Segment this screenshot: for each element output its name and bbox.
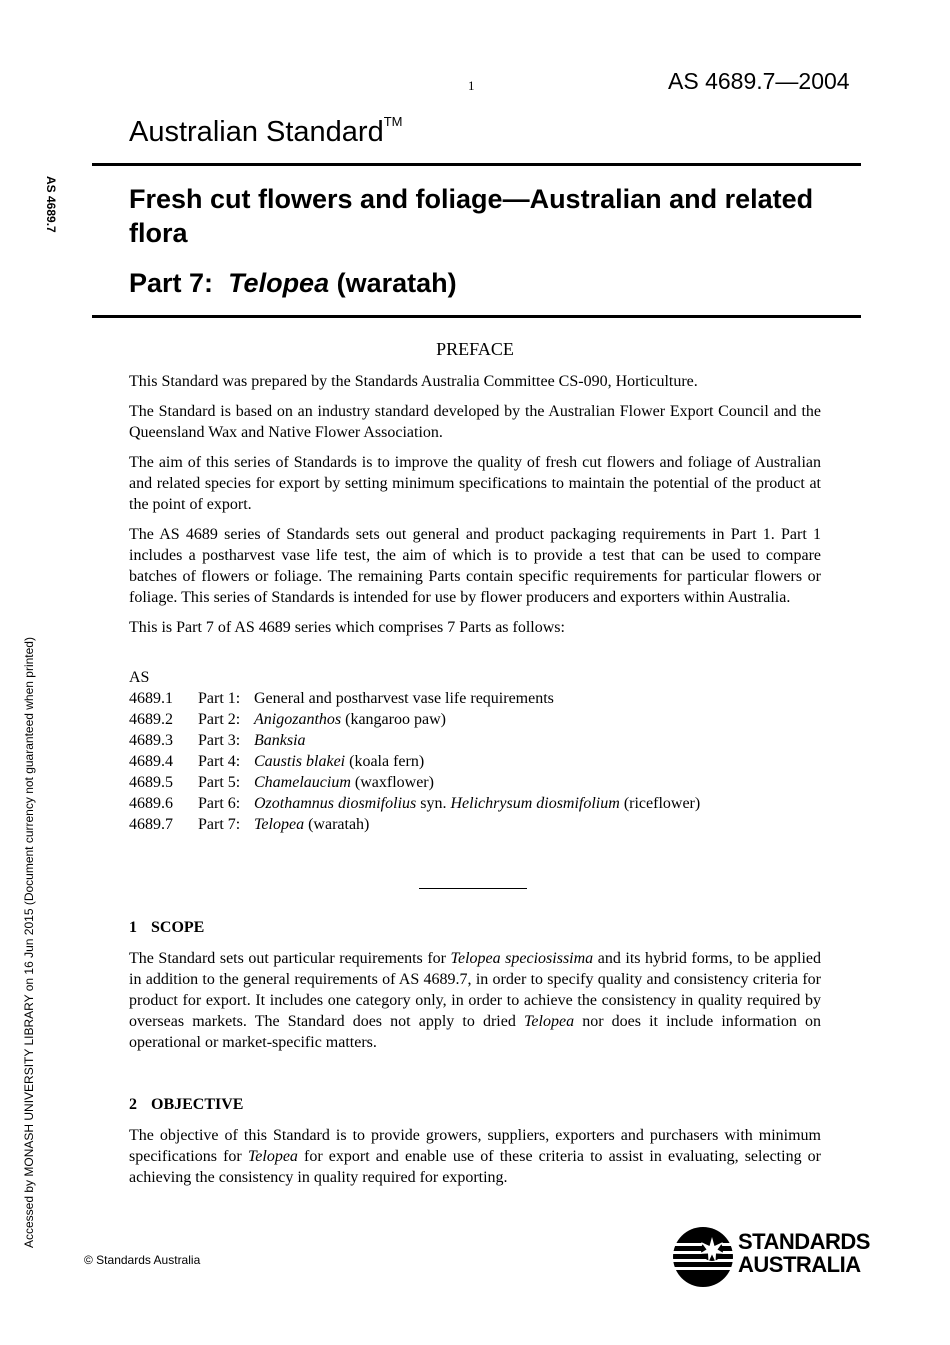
parts-list <box>129 667 700 835</box>
part-description <box>254 751 424 772</box>
part-code: 4689.2 <box>129 711 173 728</box>
objective-text: The objective of this Standard is to provide growers, suppliers, exporters and purchasers with minimum specifications for <box>129 1127 821 1165</box>
part-prefix: Part 7: <box>129 268 214 298</box>
part-description <box>254 793 700 814</box>
objective-body <box>129 1125 821 1197</box>
part-text: (riceflower) <box>619 795 701 812</box>
parts-list-item <box>129 751 700 772</box>
title-rule-bottom <box>92 315 861 318</box>
preface-heading: PREFACE <box>436 339 514 359</box>
part-text: (waxflower) <box>350 774 434 791</box>
parts-list-item <box>129 709 700 730</box>
standard-number: AS 4689.7—2004 <box>668 68 850 94</box>
parts-list-label: AS <box>129 669 150 686</box>
scope-heading <box>129 919 204 937</box>
section-number: 2 <box>129 1096 137 1113</box>
scope-italic: Telopea <box>523 1013 575 1030</box>
parts-list-item <box>129 793 700 814</box>
parts-list-item <box>129 730 700 751</box>
part-italic: Anigozanthos <box>254 711 342 728</box>
brand-title <box>129 116 403 149</box>
side-standard-ref-text: AS 4689.7 <box>44 176 58 233</box>
parts-list-item <box>129 688 700 709</box>
objective-text: for export and enable use of these criteria to assist in evaluating, selecting or achieving the consistency in quality required for exporting. <box>129 1148 822 1186</box>
preface-paragraph: This Standard was prepared by the Standards Australia Committee CS-090, Horticulture. <box>129 373 698 390</box>
section-title: OBJECTIVE <box>151 1096 244 1113</box>
part-italic: Ozothamnus diosmifolius <box>254 795 417 812</box>
side-standard-ref <box>40 176 60 256</box>
part-italic: Caustis blakei <box>254 753 346 770</box>
part-italic-synonym: Helichrysum diosmifolium <box>450 795 620 812</box>
parts-list-item <box>129 772 700 793</box>
preface-paragraph: The aim of this series of Standards is to improve the quality of fresh cut flowers and foliage of Australian and related species for export by setting minimum specifications to maintain the potential of the product at the point of export. <box>129 454 821 513</box>
preface-paragraph: The Standard is based on an industry standard developed by the Australian Flower Export Council and the Queensland Wax and Native Flower Association. <box>129 403 821 441</box>
part-description <box>254 814 369 835</box>
page-number: 1 <box>468 78 475 93</box>
part-number: Part 6: <box>198 795 241 812</box>
logo-emblem-icon <box>672 1226 734 1288</box>
objective-italic: Telopea <box>247 1148 298 1165</box>
standards-australia-logo <box>672 1226 872 1288</box>
part-italic: Telopea <box>254 816 305 833</box>
document-title: Fresh cut flowers and foliage—Australian and related flora <box>129 184 814 248</box>
side-access-note-text: Accessed by MONASH UNIVERSITY LIBRARY on 16 Jun 2015 (Document currency not guaranteed when printed) <box>22 637 36 1248</box>
side-access-note <box>22 598 42 1248</box>
section-divider <box>419 888 527 889</box>
part-code: 4689.1 <box>129 690 173 707</box>
part-number: Part 4: <box>198 753 241 770</box>
title-rule-top <box>92 163 861 166</box>
part-text: (kangaroo paw) <box>341 711 446 728</box>
preface-body <box>129 371 821 647</box>
trademark-mark: TM <box>383 114 403 130</box>
scope-italic: Telopea speciosissima <box>450 950 594 967</box>
part-code: 4689.5 <box>129 774 173 791</box>
part-text: General and postharvest vase life requirements <box>254 690 554 707</box>
part-title <box>129 268 457 299</box>
scope-body <box>129 948 821 1062</box>
part-text: (koala fern) <box>345 753 425 770</box>
logo-line: STANDARDS <box>738 1229 870 1254</box>
section-title: SCOPE <box>151 919 205 936</box>
part-italic: Banksia <box>254 732 306 749</box>
part-common-name: (waratah) <box>336 268 457 298</box>
scope-text: and its hybrid forms, to be applied in addition to the general requirements of AS 4689.7, in order to specify quality and consistency criteria for product for export. It includes one category only, in order to achieve the consistency in quality required by overseas markets. The Standard does not apply to dried <box>129 950 822 1030</box>
part-description <box>254 730 306 751</box>
part-description <box>254 688 554 709</box>
scope-text: nor does it include information on operational or market-specific matters. <box>129 1013 821 1051</box>
objective-heading <box>129 1096 243 1114</box>
part-code: 4689.7 <box>129 816 173 833</box>
part-number: Part 2: <box>198 711 241 728</box>
preface-paragraph: The AS 4689 series of Standards sets out general and product packaging requirements in Part 1. Part 1 includes a postharvest vase life test, the aim of which is to provide a test that can be used to compare batches of flowers or foliage. The remaining Parts contain specific requirements for particular flowers or foliage. This series of Standards is intended for use by flower producers and exporters within Australia. <box>129 526 821 606</box>
part-code: 4689.4 <box>129 753 173 770</box>
parts-list-item <box>129 814 700 835</box>
part-code: 4689.3 <box>129 732 173 749</box>
logo-line: AUSTRALIA <box>738 1252 861 1277</box>
section-number: 1 <box>129 919 137 936</box>
copyright-notice: © Standards Australia <box>84 1253 201 1267</box>
part-code: 4689.6 <box>129 795 173 812</box>
part-description <box>254 772 434 793</box>
logo-wordmark <box>738 1230 870 1276</box>
brand-title-text: Australian Standard <box>129 116 384 148</box>
part-genus: Telopea <box>228 268 330 298</box>
part-number: Part 7: <box>198 816 241 833</box>
part-number: Part 3: <box>198 732 241 749</box>
preface-paragraph: This is Part 7 of AS 4689 series which comprises 7 Parts as follows: <box>129 619 565 636</box>
part-italic: Chamelaucium <box>254 774 351 791</box>
part-text: syn. <box>416 795 451 812</box>
part-text: (waratah) <box>304 816 370 833</box>
scope-text: The Standard sets out particular requirements for <box>129 950 451 967</box>
part-number: Part 1: <box>198 690 241 707</box>
part-description <box>254 709 446 730</box>
part-number: Part 5: <box>198 774 241 791</box>
